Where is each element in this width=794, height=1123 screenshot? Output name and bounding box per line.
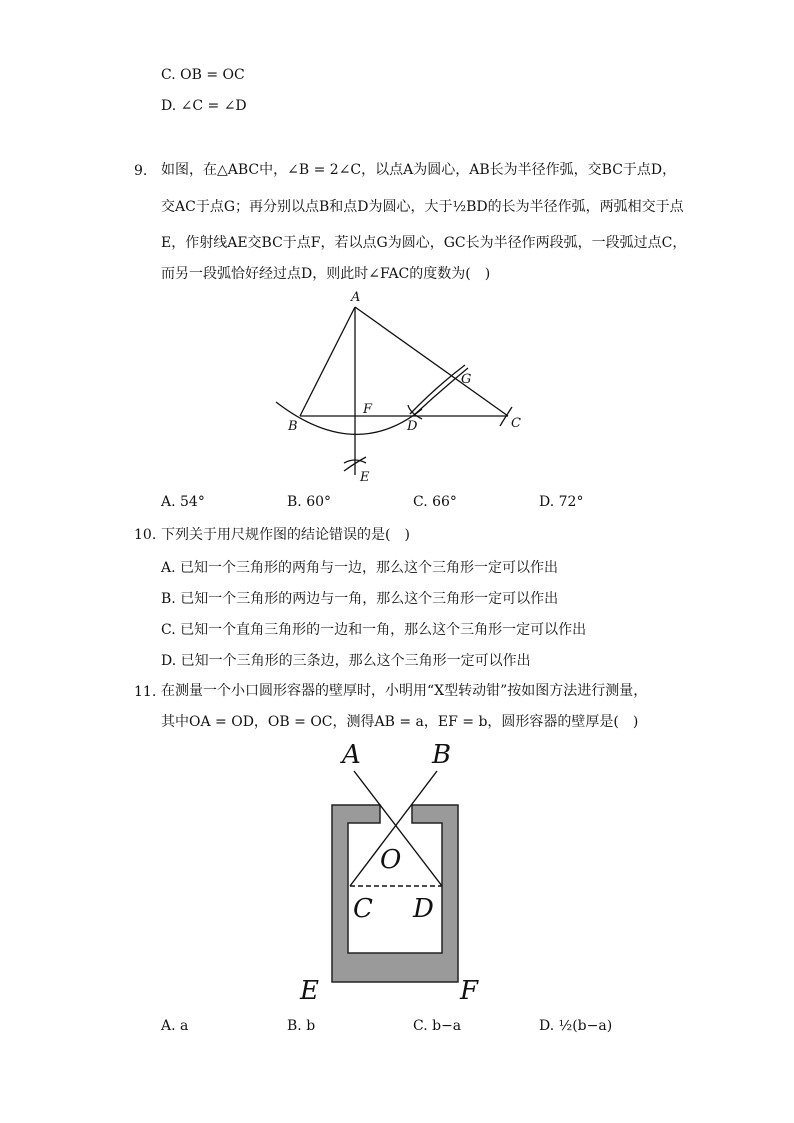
q11-number: 11. [134, 684, 157, 700]
q11-option-b: B. b [287, 1018, 316, 1034]
q11-option-a: A. a [161, 1018, 189, 1034]
q9-stem-line-3: E，作射线AE交BC于点F，若以点G为圆心，GC长为半径作两段弧，一段弧过点C， [161, 235, 687, 251]
q9-option-c: C. 66° [413, 494, 457, 510]
q11-figure [290, 735, 500, 1010]
q9-option-b: B. 60° [287, 494, 332, 510]
label-a: A [342, 740, 361, 770]
q11-option-d: D. ½(b−a) [539, 1018, 613, 1034]
q10-option-b: B. 已知一个三角形的两边与一角，那么这个三角形一定可以作出 [161, 591, 559, 607]
q9-stem-line-4: 而另一段弧恰好经过点D，则此时∠FAC的度数为( ) [161, 266, 491, 282]
q9-option-a: A. 54° [161, 494, 205, 510]
q10-option-a: A. 已知一个三角形的两角与一边，那么这个三角形一定可以作出 [161, 560, 559, 576]
arc-gd [410, 365, 465, 414]
container-wall [332, 805, 458, 982]
label-e: E [300, 976, 319, 1006]
label-d: D [407, 419, 418, 434]
q9-stem-line-1: 如图，在△ABC中，∠B = 2∠C，以点A为圆心，AB长为半径作弧，交BC于点D， [161, 162, 677, 178]
arc-bd [276, 402, 422, 434]
q10-option-d: D. 已知一个三角形的三条边，那么这个三角形一定可以作出 [161, 653, 531, 669]
q8-option-c: C. OB = OC [161, 67, 245, 83]
q10-stem: 下列关于用尺规作图的结论错误的是( ) [161, 527, 410, 543]
label-f: F [460, 976, 479, 1006]
label-a: A [351, 290, 361, 305]
label-g: G [461, 372, 472, 387]
label-c: C [353, 894, 373, 924]
q11-stem-line-2: 其中OA = OD，OB = OC，测得AB = a，EF = b，圆形容器的壁厚是( ) [161, 714, 639, 730]
q9-figure [260, 285, 540, 490]
label-b: B [432, 740, 452, 770]
segment-ab [300, 307, 355, 416]
label-e: E [360, 470, 370, 485]
label-b: B [288, 419, 298, 434]
label-c: C [511, 416, 521, 431]
q10-option-c: C. 已知一个直角三角形的一边和一角，那么这个三角形一定可以作出 [161, 622, 587, 638]
q9-number: 9. [134, 163, 148, 179]
arc-gd-2 [413, 368, 468, 416]
q11-option-c: C. b−a [413, 1018, 462, 1034]
label-f: F [363, 402, 373, 417]
q8-option-d: D. ∠C = ∠D [161, 98, 247, 114]
q10-number: 10. [134, 527, 157, 543]
q11-stem-line-1: 在测量一个小口圆形容器的壁厚时，小明用“X型转动钳”按如图方法进行测量， [161, 683, 648, 699]
label-d: D [413, 894, 434, 924]
q9-option-d: D. 72° [539, 494, 584, 510]
q9-stem-line-2: 交AC于点G；再分别以点B和点D为圆心，大于½BD的长为半径作弧，两弧相交于点 [161, 199, 684, 215]
label-o: O [380, 845, 402, 875]
